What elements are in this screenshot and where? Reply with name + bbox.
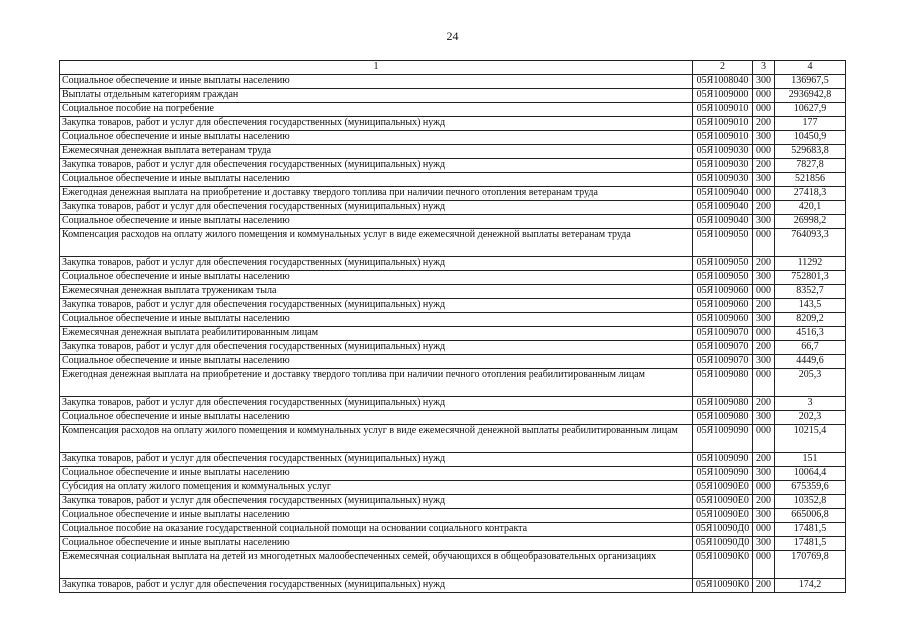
row-sum-cell: 17481,5 <box>775 537 846 551</box>
row-sum-cell: 10627,9 <box>775 103 846 117</box>
row-sum-cell: 66,7 <box>775 341 846 355</box>
row-sum-cell: 17481,5 <box>775 523 846 537</box>
row-kind-cell: 000 <box>753 369 775 397</box>
header-col-1: 1 <box>60 61 693 75</box>
row-kind-cell: 000 <box>753 481 775 495</box>
row-name-cell: Социальное пособие на погребение <box>60 103 693 117</box>
row-kind-cell: 000 <box>753 523 775 537</box>
row-name-cell: Закупка товаров, работ и услуг для обеспечения государственных (муниципальных) нужд <box>60 579 693 593</box>
table-row <box>60 229 846 257</box>
table-row <box>60 355 846 369</box>
row-code-cell: 05Я1009040 <box>693 201 753 215</box>
row-sum-cell: 529683,8 <box>775 145 846 159</box>
row-name-cell: Ежемесячная денежная выплата ветеранам труда <box>60 145 693 159</box>
table-row <box>60 257 846 271</box>
table-row <box>60 481 846 495</box>
row-sum-cell: 4516,3 <box>775 327 846 341</box>
row-sum-cell: 26998,2 <box>775 215 846 229</box>
row-name-cell: Компенсация расходов на оплату жилого помещения и коммунальных услуг в виде ежемесячной денежной выплаты реабилитированным лицам <box>60 425 693 453</box>
row-code-cell: 05Я1009010 <box>693 117 753 131</box>
row-kind-cell: 300 <box>753 537 775 551</box>
row-kind-cell: 300 <box>753 215 775 229</box>
row-sum-cell: 170769,8 <box>775 551 846 579</box>
table-row <box>60 313 846 327</box>
table-row <box>60 411 846 425</box>
row-code-cell: 05Я1008040 <box>693 75 753 89</box>
row-code-cell: 05Я1009050 <box>693 229 753 257</box>
table-row <box>60 509 846 523</box>
row-name-cell: Социальное обеспечение и иные выплаты населению <box>60 467 693 481</box>
row-sum-cell: 8352,7 <box>775 285 846 299</box>
budget-table <box>59 60 846 593</box>
header-col-4: 4 <box>775 61 846 75</box>
row-name-cell: Социальное обеспечение и иные выплаты населению <box>60 411 693 425</box>
table-header-row <box>60 61 846 75</box>
row-kind-cell: 300 <box>753 467 775 481</box>
row-sum-cell: 202,3 <box>775 411 846 425</box>
row-kind-cell: 200 <box>753 453 775 467</box>
row-kind-cell: 300 <box>753 131 775 145</box>
row-sum-cell: 174,2 <box>775 579 846 593</box>
row-kind-cell: 200 <box>753 117 775 131</box>
row-sum-cell: 420,1 <box>775 201 846 215</box>
table-row <box>60 117 846 131</box>
row-sum-cell: 11292 <box>775 257 846 271</box>
table-row <box>60 215 846 229</box>
row-name-cell: Социальное обеспечение и иные выплаты населению <box>60 313 693 327</box>
row-code-cell: 05Я1009050 <box>693 257 753 271</box>
row-name-cell: Закупка товаров, работ и услуг для обеспечения государственных (муниципальных) нужд <box>60 201 693 215</box>
table-row <box>60 131 846 145</box>
row-code-cell: 05Я1009070 <box>693 327 753 341</box>
table-row <box>60 159 846 173</box>
table-row <box>60 467 846 481</box>
row-code-cell: 05Я10090Д0 <box>693 537 753 551</box>
row-sum-cell: 675359,6 <box>775 481 846 495</box>
table-row <box>60 299 846 313</box>
row-kind-cell: 200 <box>753 299 775 313</box>
table-row <box>60 327 846 341</box>
row-name-cell: Компенсация расходов на оплату жилого помещения и коммунальных услуг в виде ежемесячной денежной выплаты ветеранам труда <box>60 229 693 257</box>
table-row <box>60 579 846 593</box>
table-row <box>60 341 846 355</box>
table-row <box>60 103 846 117</box>
row-name-cell: Субсидия на оплату жилого помещения и коммунальных услуг <box>60 481 693 495</box>
row-name-cell: Закупка товаров, работ и услуг для обеспечения государственных (муниципальных) нужд <box>60 495 693 509</box>
row-code-cell: 05Я1009080 <box>693 411 753 425</box>
row-sum-cell: 177 <box>775 117 846 131</box>
row-sum-cell: 3 <box>775 397 846 411</box>
row-code-cell: 05Я1009090 <box>693 467 753 481</box>
row-name-cell: Социальное обеспечение и иные выплаты населению <box>60 131 693 145</box>
table-row <box>60 201 846 215</box>
row-sum-cell: 10215,4 <box>775 425 846 453</box>
row-sum-cell: 752801,3 <box>775 271 846 285</box>
row-kind-cell: 000 <box>753 187 775 201</box>
row-name-cell: Социальное обеспечение и иные выплаты населению <box>60 271 693 285</box>
row-code-cell: 05Я1009040 <box>693 215 753 229</box>
row-code-cell: 05Я1009070 <box>693 341 753 355</box>
row-kind-cell: 000 <box>753 327 775 341</box>
row-sum-cell: 151 <box>775 453 846 467</box>
row-sum-cell: 8209,2 <box>775 313 846 327</box>
row-sum-cell: 10352,8 <box>775 495 846 509</box>
row-sum-cell: 27418,3 <box>775 187 846 201</box>
row-kind-cell: 000 <box>753 103 775 117</box>
row-name-cell: Закупка товаров, работ и услуг для обеспечения государственных (муниципальных) нужд <box>60 299 693 313</box>
row-code-cell: 05Я10090Е0 <box>693 495 753 509</box>
row-kind-cell: 300 <box>753 509 775 523</box>
row-code-cell: 05Я1009010 <box>693 131 753 145</box>
row-name-cell: Ежегодная денежная выплата на приобретение и доставку твердого топлива при наличии печного отопления реабилитированным лицам <box>60 369 693 397</box>
row-code-cell: 05Я1009030 <box>693 159 753 173</box>
row-kind-cell: 200 <box>753 495 775 509</box>
row-name-cell: Закупка товаров, работ и услуг для обеспечения государственных (муниципальных) нужд <box>60 117 693 131</box>
row-sum-cell: 2936942,8 <box>775 89 846 103</box>
table-row <box>60 187 846 201</box>
row-name-cell: Ежемесячная социальная выплата на детей из многодетных малообеспеченных семей, обучающихся в общеобразовательных организациях <box>60 551 693 579</box>
table-row <box>60 89 846 103</box>
row-code-cell: 05Я10090Д0 <box>693 523 753 537</box>
row-name-cell: Социальное обеспечение и иные выплаты населению <box>60 75 693 89</box>
row-kind-cell: 200 <box>753 341 775 355</box>
row-kind-cell: 300 <box>753 271 775 285</box>
row-code-cell: 05Я10090Е0 <box>693 509 753 523</box>
row-kind-cell: 000 <box>753 229 775 257</box>
table-row <box>60 173 846 187</box>
row-code-cell: 05Я1009070 <box>693 355 753 369</box>
table-row <box>60 551 846 579</box>
row-sum-cell: 7827,8 <box>775 159 846 173</box>
table-row <box>60 397 846 411</box>
row-code-cell: 05Я1009060 <box>693 285 753 299</box>
row-sum-cell: 665006,8 <box>775 509 846 523</box>
row-name-cell: Закупка товаров, работ и услуг для обеспечения государственных (муниципальных) нужд <box>60 453 693 467</box>
row-sum-cell: 10064,4 <box>775 467 846 481</box>
row-name-cell: Ежегодная денежная выплата на приобретение и доставку твердого топлива при наличии печного отопления ветеранам труда <box>60 187 693 201</box>
row-kind-cell: 000 <box>753 551 775 579</box>
row-kind-cell: 300 <box>753 313 775 327</box>
row-name-cell: Социальное пособие на оказание государственной социальной помощи на основании социального контракта <box>60 523 693 537</box>
row-code-cell: 05Я1009010 <box>693 103 753 117</box>
row-sum-cell: 4449,6 <box>775 355 846 369</box>
row-name-cell: Ежемесячная денежная выплата реабилитированным лицам <box>60 327 693 341</box>
row-kind-cell: 300 <box>753 355 775 369</box>
table-row <box>60 495 846 509</box>
row-name-cell: Закупка товаров, работ и услуг для обеспечения государственных (муниципальных) нужд <box>60 257 693 271</box>
row-code-cell: 05Я1009080 <box>693 397 753 411</box>
table-row <box>60 75 846 89</box>
table-row <box>60 537 846 551</box>
table-row <box>60 285 846 299</box>
page-number: 24 <box>446 29 459 43</box>
row-kind-cell: 200 <box>753 159 775 173</box>
row-sum-cell: 136967,5 <box>775 75 846 89</box>
row-kind-cell: 000 <box>753 145 775 159</box>
row-code-cell: 05Я10090К0 <box>693 551 753 579</box>
row-kind-cell: 000 <box>753 89 775 103</box>
row-name-cell: Выплаты отдельным категориям граждан <box>60 89 693 103</box>
row-sum-cell: 764093,3 <box>775 229 846 257</box>
table-row <box>60 453 846 467</box>
row-kind-cell: 000 <box>753 425 775 453</box>
row-name-cell: Социальное обеспечение и иные выплаты населению <box>60 173 693 187</box>
row-code-cell: 05Я1009090 <box>693 453 753 467</box>
row-code-cell: 05Я1009090 <box>693 425 753 453</box>
row-name-cell: Ежемесячная денежная выплата труженикам тыла <box>60 285 693 299</box>
table-row <box>60 369 846 397</box>
row-name-cell: Закупка товаров, работ и услуг для обеспечения государственных (муниципальных) нужд <box>60 341 693 355</box>
row-sum-cell: 10450,9 <box>775 131 846 145</box>
table-row <box>60 145 846 159</box>
row-kind-cell: 200 <box>753 579 775 593</box>
table-row <box>60 523 846 537</box>
header-col-2: 2 <box>693 61 753 75</box>
row-code-cell: 05Я1009040 <box>693 187 753 201</box>
row-code-cell: 05Я1009050 <box>693 271 753 285</box>
table-row <box>60 425 846 453</box>
row-code-cell: 05Я1009080 <box>693 369 753 397</box>
row-sum-cell: 205,3 <box>775 369 846 397</box>
row-kind-cell: 300 <box>753 411 775 425</box>
row-name-cell: Социальное обеспечение и иные выплаты населению <box>60 537 693 551</box>
row-code-cell: 05Я1009000 <box>693 89 753 103</box>
row-kind-cell: 000 <box>753 285 775 299</box>
row-code-cell: 05Я10090К0 <box>693 579 753 593</box>
table-row <box>60 271 846 285</box>
row-kind-cell: 200 <box>753 201 775 215</box>
row-name-cell: Социальное обеспечение и иные выплаты населению <box>60 355 693 369</box>
row-kind-cell: 300 <box>753 173 775 187</box>
row-name-cell: Социальное обеспечение и иные выплаты населению <box>60 509 693 523</box>
row-code-cell: 05Я1009060 <box>693 299 753 313</box>
header-col-3: 3 <box>753 61 775 75</box>
row-code-cell: 05Я1009030 <box>693 145 753 159</box>
row-sum-cell: 143,5 <box>775 299 846 313</box>
row-code-cell: 05Я1009060 <box>693 313 753 327</box>
row-kind-cell: 200 <box>753 397 775 411</box>
row-code-cell: 05Я1009030 <box>693 173 753 187</box>
row-kind-cell: 200 <box>753 257 775 271</box>
row-kind-cell: 300 <box>753 75 775 89</box>
row-sum-cell: 521856 <box>775 173 846 187</box>
row-name-cell: Закупка товаров, работ и услуг для обеспечения государственных (муниципальных) нужд <box>60 397 693 411</box>
row-name-cell: Закупка товаров, работ и услуг для обеспечения государственных (муниципальных) нужд <box>60 159 693 173</box>
row-code-cell: 05Я10090Е0 <box>693 481 753 495</box>
row-name-cell: Социальное обеспечение и иные выплаты населению <box>60 215 693 229</box>
